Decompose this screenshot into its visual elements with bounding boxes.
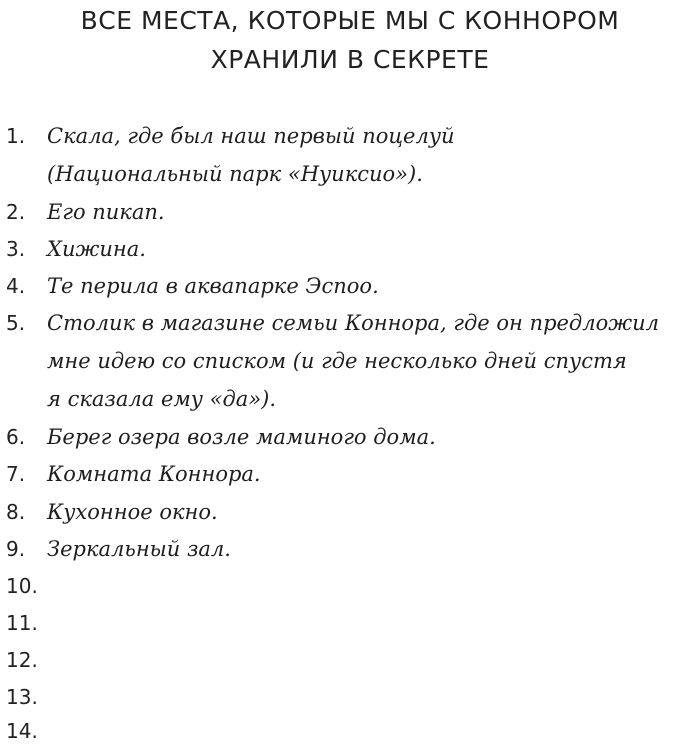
list-item [0,568,700,604]
list-item-text: Берег озера возле маминого дома. [47,425,436,449]
list-item [0,713,700,749]
list-item-text: Зеркальный зал. [47,537,231,561]
list-item [0,531,700,567]
list-item-continuation [0,343,700,379]
list-item-number: 3. [6,237,26,261]
list-item-number: 12. [6,648,38,672]
list-item [0,305,700,341]
list-item-number: 2. [6,200,26,224]
list-item-number: 1. [6,124,26,148]
page-title-line-1: ВСЕ МЕСТА, КОТОРЫЕ МЫ С КОННОРОМ [80,6,620,35]
list-item-continuation [0,156,700,192]
list-item-text: Комната Коннора. [47,462,261,486]
list-item-number: 9. [6,537,26,561]
list-item-number: 13. [6,685,38,709]
list-item [0,642,700,678]
list-item-number: 7. [6,462,26,486]
list-item-text: Скала, где был наш первый поцелуй [47,124,455,148]
list-item-text: Столик в магазине семьи Коннора, где он предложил [47,311,660,335]
list-item-number: 14. [6,719,38,743]
list-item-text: (Национальный парк «Нуuксио»). [47,162,423,186]
list-item [0,456,700,492]
list-item [0,679,700,715]
list-item-number: 10. [6,574,38,598]
list-item-number: 11. [6,611,38,635]
list-item [0,231,700,267]
list-item-number: 4. [6,274,26,298]
list-item-text: Те перила в аквапарке Эспоо. [47,274,379,298]
list-item-number: 8. [6,500,26,524]
list-item [0,268,700,304]
page-title-line-2: ХРАНИЛИ В СЕКРЕТЕ [210,45,490,74]
list-item-number: 5. [6,311,26,335]
list-item [0,494,700,530]
list-item [0,194,700,230]
list-item-number: 6. [6,425,26,449]
list-item-continuation [0,381,700,417]
list-item [0,118,700,154]
list-item-text: мне идею со списком (и где несколько дней спустя [47,349,627,373]
list-item-text: я сказала ему «да»). [47,387,277,411]
list-item-text: Его пикап. [47,200,165,224]
list-item-text: Кухонное окно. [47,500,218,524]
list-item [0,605,700,641]
list-item-text: Хижина. [47,237,146,261]
list-item [0,419,700,455]
